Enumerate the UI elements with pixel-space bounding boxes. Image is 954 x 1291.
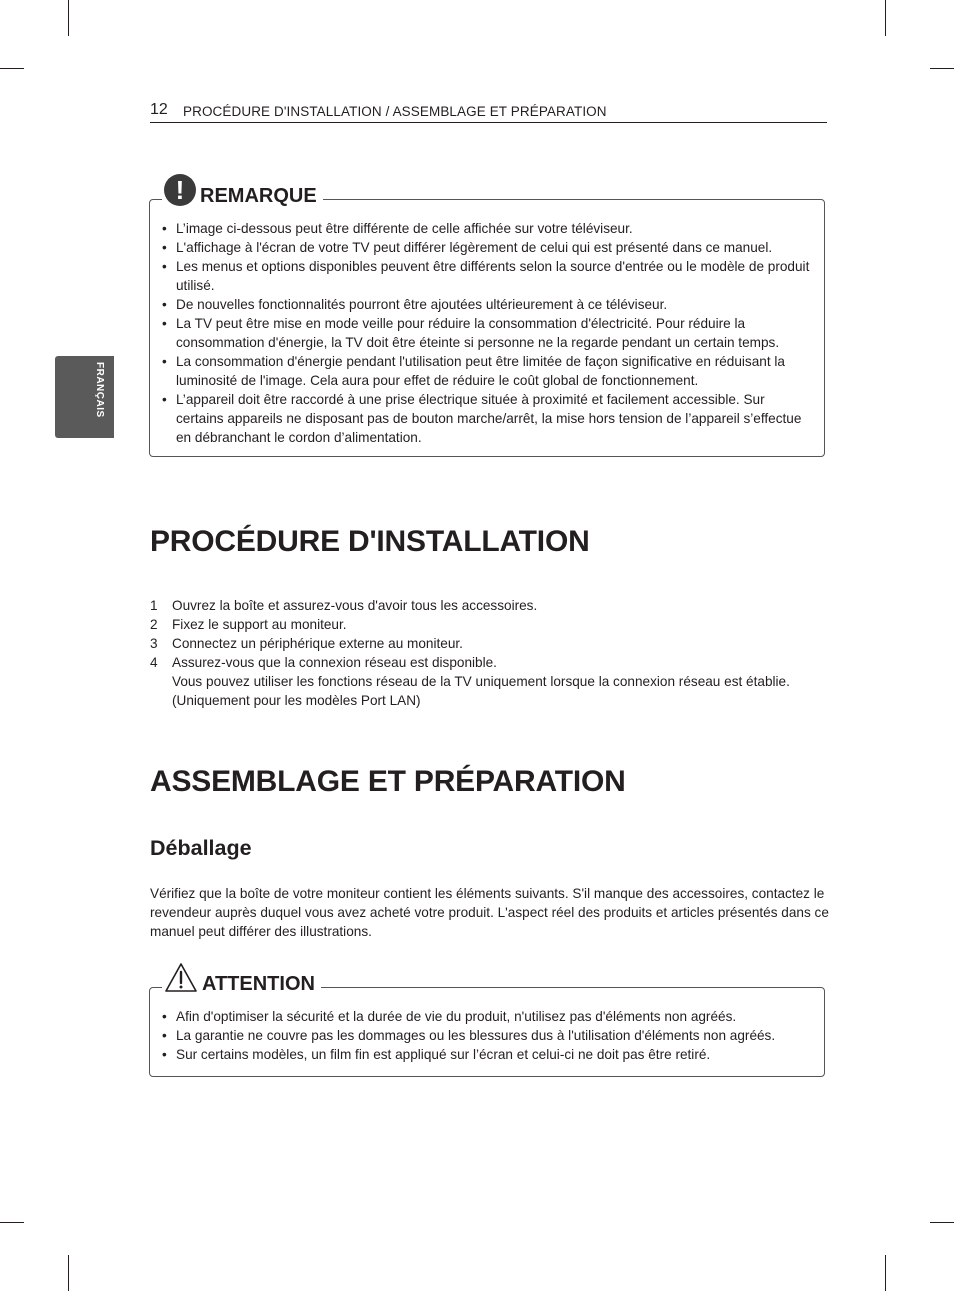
unpacking-heading: Déballage	[150, 836, 252, 860]
crop-mark	[0, 68, 24, 69]
step-note: (Uniquement pour les modèles Port LAN)	[172, 693, 421, 708]
crop-mark	[0, 1222, 24, 1223]
step-text: Assurez-vous que la connexion réseau est disponible.	[172, 655, 497, 670]
step-item	[150, 634, 840, 653]
step-note: Vous pouvez utiliser les fonctions réseau de la TV uniquement lorsque la connexion réseau est établie.	[172, 674, 790, 689]
warning-triangle-icon	[164, 962, 198, 994]
attention-header	[162, 962, 321, 994]
crop-mark	[885, 0, 886, 36]
running-title: PROCÉDURE D'INSTALLATION / ASSEMBLAGE ET PRÉPARATION	[183, 104, 607, 119]
language-tab-label: FRANÇAIS	[94, 362, 105, 418]
step-item	[150, 653, 840, 710]
crop-mark	[68, 0, 69, 36]
list-item: • L’appareil doit être raccordé à une prise électrique située à proximité et facilement accessible. Sur certains appareils ne disposant pas de bouton marche/arrêt, la mise hors tension de l’appareil s’effectue en débranchant le cordon d’alimentation.	[162, 390, 810, 447]
crop-mark	[930, 1222, 954, 1223]
assembly-heading: ASSEMBLAGE ET PRÉPARATION	[150, 765, 626, 798]
list-item: • De nouvelles fonctionnalités pourront être ajoutées ultérieurement à ce téléviseur.	[162, 295, 810, 314]
list-item: • Sur certains modèles, un film fin est appliqué sur l’écran et celui-ci ne doit pas être retiré.	[162, 1045, 810, 1064]
step-number: 4	[150, 655, 158, 670]
list-item: • L’image ci-dessous peut être différente de celle affichée sur votre téléviseur.	[162, 219, 810, 238]
list-item: • La TV peut être mise en mode veille pour réduire la consommation d'électricité. Pour réduire la consommation d'énergie, la TV doit être éteinte si personne ne la regarde pendant un certain temps.	[162, 314, 810, 352]
note-list	[162, 219, 810, 447]
language-tab	[55, 356, 114, 438]
attention-box	[149, 973, 825, 1077]
running-header	[150, 101, 827, 123]
note-title: REMARQUE	[200, 185, 317, 207]
installation-steps	[150, 596, 840, 710]
crop-mark	[68, 1255, 69, 1291]
crop-mark	[930, 68, 954, 69]
list-item: • Les menus et options disponibles peuvent être différents selon la source d'entrée ou le modèle de produit utilisé.	[162, 257, 810, 295]
list-item: • La garantie ne couvre pas les dommages ou les blessures dus à l'utilisation d'éléments non agréés.	[162, 1026, 810, 1045]
list-item: • Afin d'optimiser la sécurité et la durée de vie du produit, n'utilisez pas d'éléments non agréés.	[162, 1007, 810, 1026]
list-item: • L'affichage à l'écran de votre TV peut différer légèrement de celui qui est présenté dans ce manuel.	[162, 238, 810, 257]
step-number: 3	[150, 636, 158, 651]
step-item	[150, 615, 840, 634]
attention-list	[162, 1007, 810, 1064]
step-text: Connectez un périphérique externe au moniteur.	[172, 636, 463, 651]
step-text: Ouvrez la boîte et assurez-vous d'avoir tous les accessoires.	[172, 598, 538, 613]
list-item: • La consommation d'énergie pendant l'utilisation peut être limitée de façon significative en réduisant la luminosité de l'image. Cela aura pour effet de réduire le coût global de fonctionnement.	[162, 352, 810, 390]
step-item	[150, 596, 840, 615]
note-box	[149, 175, 825, 457]
exclamation-icon: !	[164, 174, 196, 206]
installation-heading: PROCÉDURE D'INSTALLATION	[150, 525, 590, 558]
attention-title: ATTENTION	[202, 973, 315, 995]
step-number: 2	[150, 617, 158, 632]
step-text: Fixez le support au moniteur.	[172, 617, 347, 632]
note-header	[162, 174, 323, 206]
page-number: 12	[150, 101, 168, 118]
unpacking-paragraph: Vérifiez que la boîte de votre moniteur contient les éléments suivants. S'il manque des accessoires, contactez le revendeur auprès duquel vous avez acheté votre produit. L'aspect réel des produits et articles présentés dans ce manuel peut différer des illustrations.	[150, 886, 829, 939]
crop-mark	[885, 1255, 886, 1291]
step-number: 1	[150, 598, 158, 613]
